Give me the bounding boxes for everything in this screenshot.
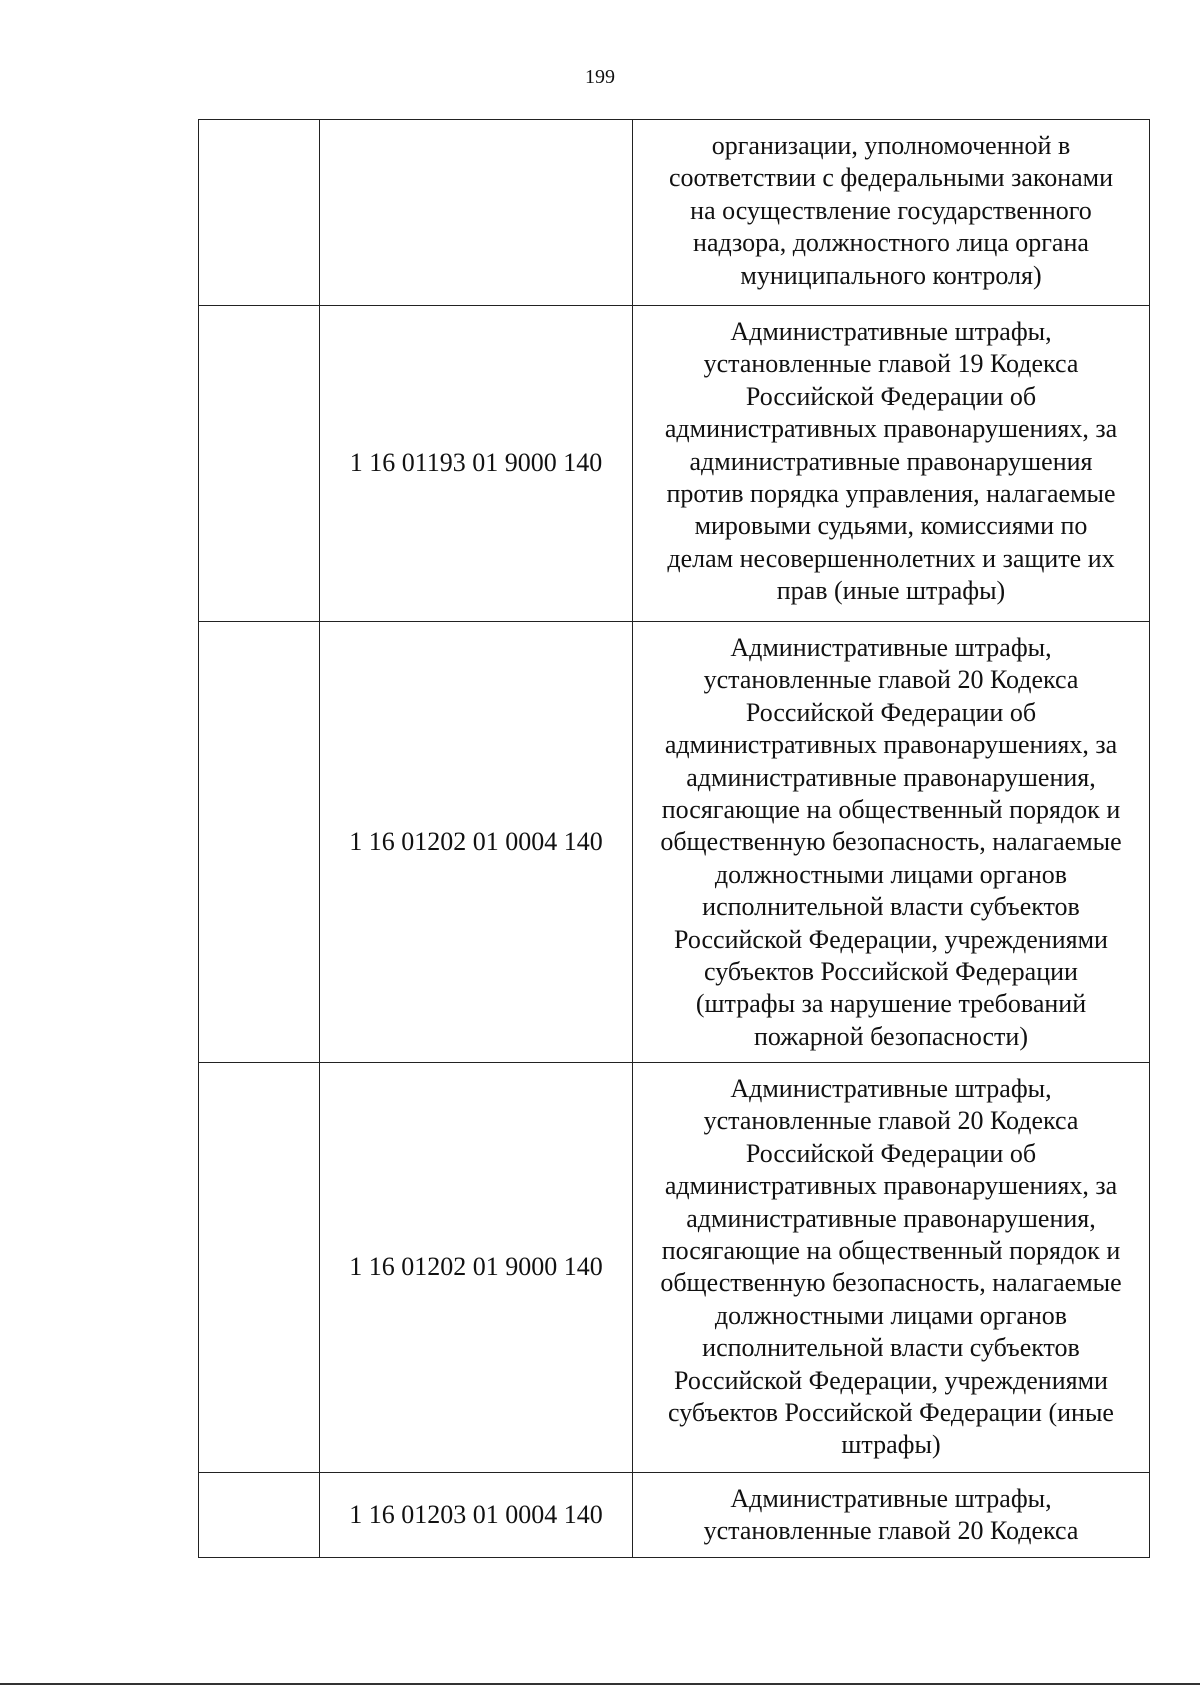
description-line: установленные главой 20 Кодекса — [703, 1106, 1079, 1136]
description-line: должностными лицами органов — [714, 1300, 1068, 1330]
row-5-empty-cell — [199, 1473, 320, 1558]
description-line: Административные штрафы, — [730, 317, 1052, 346]
row-3-code: 1 16 01202 01 0004 140 — [320, 622, 633, 1063]
row-5-code: 1 16 01203 01 0004 140 — [320, 1473, 633, 1558]
description-line: прав (иные штрафы) — [776, 576, 1006, 606]
row-2-empty-cell — [199, 306, 320, 622]
description-line: Российской Федерации об — [745, 1138, 1037, 1168]
description-line: мировыми судьями, комиссиями по — [694, 511, 1088, 541]
row-3-description — [633, 622, 1150, 1063]
description-line: исполнительной власти субъектов — [702, 892, 1080, 922]
description-line: административные правонарушения, — [686, 762, 1096, 792]
description-line: установленные главой 20 Кодекса — [703, 1516, 1079, 1546]
description-line: пожарной безопасности) — [754, 1021, 1028, 1051]
description-line: организации, уполномоченной в — [711, 131, 1071, 160]
page-number: 199 — [585, 66, 615, 88]
description-line: на осуществление государственного — [690, 195, 1092, 225]
description-line: (штрафы за нарушение требований — [695, 989, 1087, 1019]
row-4-empty-cell — [199, 1063, 320, 1473]
description-line: общественную безопасность, налагаемые — [660, 827, 1122, 857]
row-2-code: 1 16 01193 01 9000 140 — [320, 306, 633, 622]
description-line: Административные штрафы, — [730, 633, 1052, 662]
description-line: субъектов Российской Федерации (иные — [668, 1398, 1114, 1428]
row-1-description — [633, 120, 1150, 306]
bottom-scan-edge — [0, 1683, 1200, 1685]
budget-codes-table — [198, 119, 1150, 1558]
description-line: административные правонарушения, — [686, 1203, 1096, 1233]
description-line: посягающие на общественный порядок и — [661, 795, 1121, 825]
description-line: субъектов Российской Федерации — [704, 957, 1078, 987]
row-4-description — [633, 1063, 1150, 1473]
row-1-empty-cell — [199, 120, 320, 306]
description-line: Российской Федерации об — [745, 381, 1037, 411]
table-row — [199, 1473, 1150, 1558]
row-1-code — [320, 120, 633, 306]
row-5-description — [633, 1473, 1150, 1558]
table-row — [199, 120, 1150, 306]
description-line: надзора, должностного лица органа — [693, 228, 1089, 258]
description-line: административные правонарушения — [689, 446, 1093, 476]
description-line: административных правонарушениях, за — [664, 1171, 1118, 1201]
description-line: соответствии с федеральными законами — [668, 163, 1114, 193]
row-2-description — [633, 306, 1150, 622]
description-line: должностными лицами органов — [714, 859, 1068, 889]
description-line: против порядка управления, налагаемые — [666, 479, 1116, 509]
description-line: Административные штрафы, — [730, 1484, 1052, 1513]
row-3-empty-cell — [199, 622, 320, 1063]
description-line: административных правонарушениях, за — [664, 414, 1118, 444]
table-row — [199, 1063, 1150, 1473]
description-line: установленные главой 19 Кодекса — [703, 349, 1079, 379]
description-line: установленные главой 20 Кодекса — [703, 665, 1079, 695]
table-row — [199, 306, 1150, 622]
description-line: исполнительной власти субъектов — [702, 1333, 1080, 1363]
description-line: Российской Федерации, учреждениями — [674, 1365, 1108, 1395]
description-line: посягающие на общественный порядок и — [661, 1236, 1121, 1266]
description-line: Российской Федерации, учреждениями — [674, 924, 1108, 954]
row-4-code: 1 16 01202 01 9000 140 — [320, 1063, 633, 1473]
description-line: Административные штрафы, — [730, 1074, 1052, 1103]
description-line: административных правонарушениях, за — [664, 730, 1118, 760]
description-line: делам несовершеннолетних и защите их — [667, 543, 1115, 573]
description-line: штрафы) — [841, 1430, 941, 1460]
description-line: муниципального контроля) — [740, 260, 1042, 290]
table-row — [199, 622, 1150, 1063]
description-line: общественную безопасность, налагаемые — [660, 1268, 1122, 1298]
description-line: Российской Федерации об — [745, 697, 1037, 727]
